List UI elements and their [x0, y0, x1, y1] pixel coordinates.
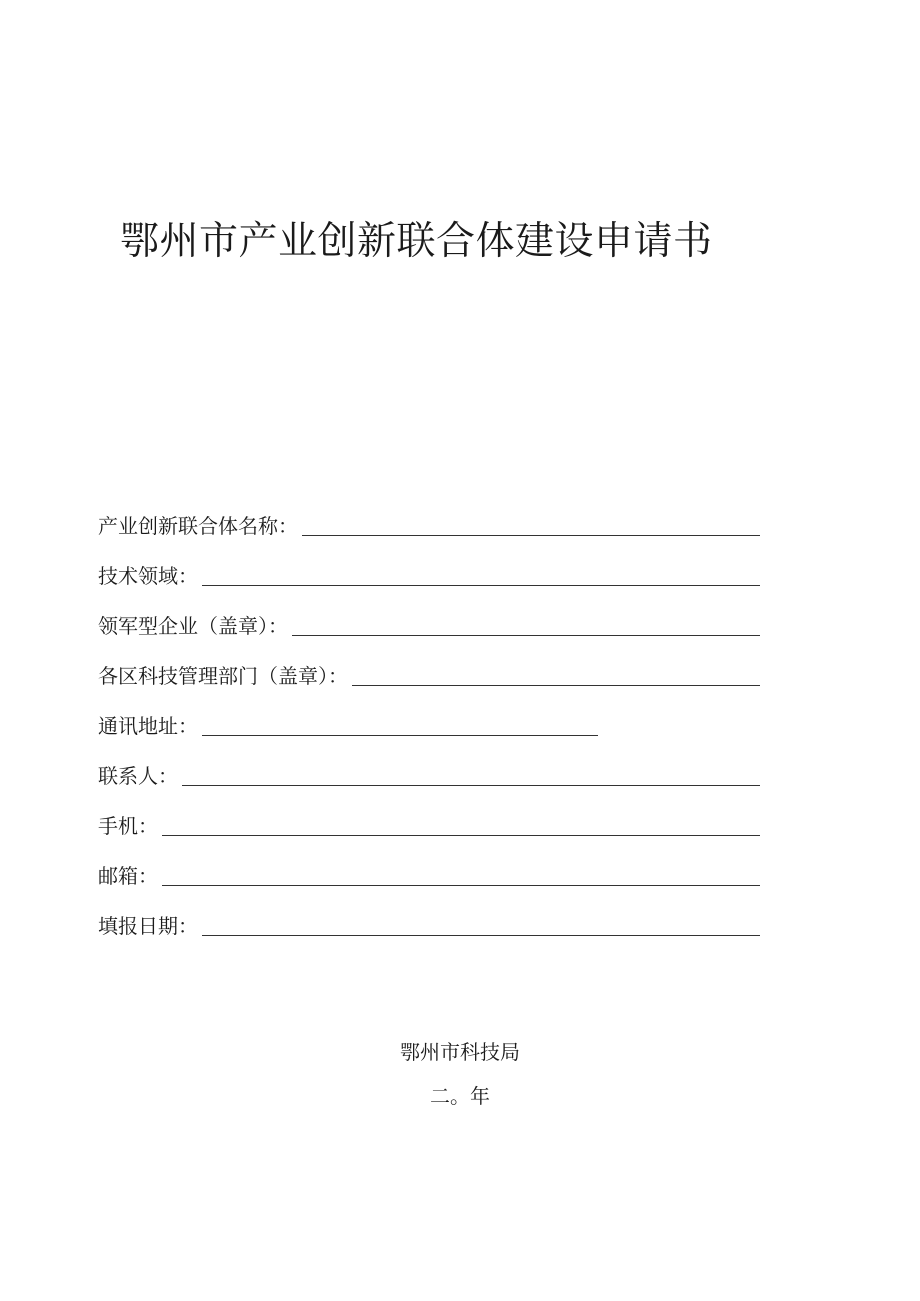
field-consortium-name[interactable]	[98, 490, 760, 540]
fill-in-line[interactable]	[202, 584, 760, 586]
field-contact-person[interactable]	[98, 740, 760, 790]
application-fields	[98, 490, 760, 940]
fill-in-line[interactable]	[182, 784, 760, 786]
fill-in-line[interactable]	[162, 884, 760, 886]
field-label: 填报日期：	[98, 914, 198, 938]
field-label: 手机：	[98, 814, 158, 838]
fill-in-line[interactable]	[202, 734, 598, 736]
fill-in-line[interactable]	[352, 684, 760, 686]
fill-in-line[interactable]	[162, 834, 760, 836]
field-mobile[interactable]	[98, 790, 760, 840]
field-district-department[interactable]	[98, 640, 760, 690]
field-label: 技术领域：	[98, 564, 198, 588]
field-label: 产业创新联合体名称：	[98, 514, 298, 538]
fill-in-line[interactable]	[202, 934, 760, 936]
field-label: 通讯地址：	[98, 714, 198, 738]
field-label: 领军型企业（盖章）：	[98, 614, 288, 638]
issue-year: 二。年	[430, 1084, 490, 1108]
field-email[interactable]	[98, 840, 760, 890]
field-label: 联系人：	[98, 764, 178, 788]
field-technology-domain[interactable]	[98, 540, 760, 590]
field-fill-date[interactable]	[98, 890, 760, 940]
fill-in-line[interactable]	[292, 634, 760, 636]
document-title: 鄂州市产业创新联合体建设申请书	[120, 219, 713, 264]
field-leading-enterprise[interactable]	[98, 590, 760, 640]
field-label: 各区科技管理部门（盖章）：	[98, 664, 348, 688]
fill-in-line[interactable]	[302, 534, 760, 536]
field-label: 邮箱：	[98, 864, 158, 888]
field-mailing-address[interactable]	[98, 690, 760, 740]
issuing-authority: 鄂州市科技局	[400, 1040, 520, 1064]
